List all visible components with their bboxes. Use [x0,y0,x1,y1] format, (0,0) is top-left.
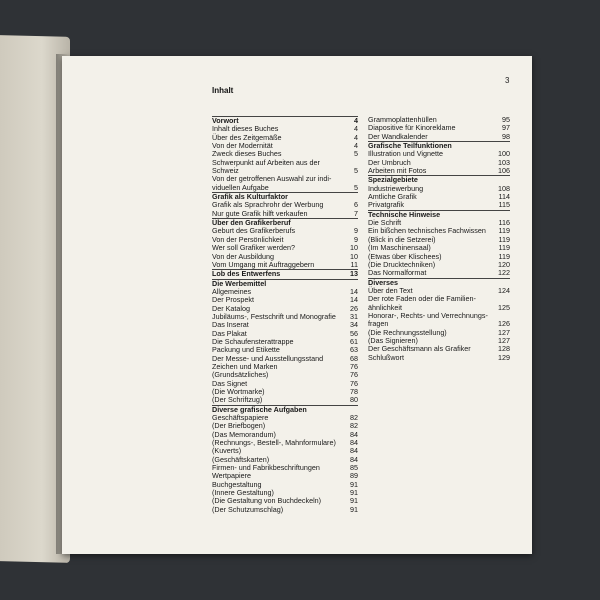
toc-entry-page: 91 [350,479,358,489]
toc-entry-title: Zweck dieses Buches [212,149,282,159]
toc-entry-page: 6 [354,200,358,210]
toc-entry-page: 125 [498,302,510,312]
toc-entry-page: 91 [350,488,358,498]
toc-entry-page: 76 [350,378,358,388]
toc-entry-title: Der Messe- und Ausstellungsstand [212,353,324,363]
toc-entry-page: 7 [354,208,358,218]
toc-entry-page: 98 [502,131,510,141]
toc-entry-page: 78 [350,387,358,396]
toc-entry-title: Inhalt dieses Buches [212,124,279,134]
toc-entry-page: 63 [350,345,358,355]
toc-entry-title: Die Werbemittel [212,278,267,288]
toc-entry-title: Schweiz [212,166,239,176]
toc-entry-page: 80 [350,395,358,405]
toc-entry-title: Wer soll Grafiker werden? [212,243,295,253]
toc-entry-title: Von der getroffenen Auswahl zur indi- [212,174,332,184]
toc-entry-title: Zeichen und Marken [212,361,278,371]
toc-entry-title: ähnlichkeit [368,302,402,312]
toc-entry-page: 11 [350,259,358,269]
toc-entry-title: Von der Modernität [212,141,273,151]
toc-entry-page: 115 [498,200,510,210]
toc-entry-title: Der rote Faden oder die Familien- [368,294,476,304]
toc-entry-page: 84 [350,429,358,439]
toc-entry [368,354,510,362]
toc-entry-page: 89 [350,471,358,481]
toc-entry-title: Industriewerbung [368,183,424,193]
toc-entry-title: Geburt des Grafikerberufs [212,226,296,236]
toc-entry [368,133,510,141]
toc-entry-page: 119 [498,251,510,261]
toc-entry-title: Das Plakat [212,328,247,338]
page-number: 3 [505,76,510,85]
toc-entry-page: 10 [350,251,358,261]
toc-entry-title: Vom Umgang mit Auftraggebern [212,259,315,269]
toc-entry-page: 127 [498,335,510,345]
toc-entry-page: 119 [498,234,510,244]
toc-entry-title: Diverses [368,277,398,287]
toc-entry-title: Das Inserat [212,320,249,330]
toc-entry-page: 124 [498,285,510,295]
toc-entry-title: (Die Drucktechniken) [368,259,436,269]
toc-entry-title: (Das Signieren) [368,335,418,345]
toc-entry-page: 82 [350,421,358,431]
toc-entry-page: 95 [502,115,510,124]
toc-entry-title: (Die Rechnungsstellung) [368,327,447,337]
toc-entry-title: Über des Zeitgemäße [212,132,282,142]
toc-entry-page: 84 [350,454,358,464]
toc-entry-page: 14 [350,286,358,296]
toc-entry-title: (Etwas über Klischees) [368,251,442,261]
toc-entry-page: 76 [350,361,358,371]
toc-entry-title: Buchgestaltung [212,479,262,489]
toc-entry-page: 5 [354,149,358,159]
toc-entry-page: 103 [498,157,510,167]
toc-entry-title: Über den Grafikerberuf [212,218,291,228]
toc-entry [368,167,510,175]
toc-entry-page: 84 [350,438,358,448]
toc-entry-title: Spezialgebiete [368,175,418,185]
toc-entry-page: 120 [498,259,510,269]
toc-entry-page: 114 [498,192,510,202]
toc-entry-title: Ein bißchen technisches Fachwissen [368,226,486,236]
toc-entry-title: (Die Gestaltung von Buchdeckeln) [212,496,322,506]
toc-entry-title: Diapositive für Kinoreklame [368,123,456,133]
toc-entry-title: (Kuverts) [212,446,242,456]
toc-entry-title: Der Umbruch [368,157,411,167]
toc-entry-title: (Der Schriftzug) [212,395,263,405]
toc-entry-page: 4 [354,132,358,142]
toc-entry [212,396,358,404]
toc-entry-title: Das Signet [212,378,248,388]
toc-entry-title: Der Geschäftsmann als Grafiker [368,344,471,354]
toc-entry-title: Packung und Etikette [212,345,280,355]
toc-entry-title: Über den Text [368,285,413,295]
toc-entry-page: 122 [498,268,510,278]
toc-entry-page: 5 [354,182,358,192]
toc-entry-page: 97 [502,123,510,133]
toc-entry-title: (Die Wortmarke) [212,387,265,396]
toc-section-heading [212,269,358,278]
toc-entry-page: 119 [498,226,510,236]
toc-entry-title: fragen [368,319,389,329]
toc-entry-title: Die Schrift [368,218,402,228]
toc-entry-page: 84 [350,446,358,456]
toc-entry-title: Die Schaufensterattrappe [212,336,294,346]
toc-entry-title: Schlußwort [368,352,404,362]
toc-entry [368,312,510,320]
toc-entry-title: (Der Briefbogen) [212,421,266,431]
toc-entry-title: Grafik als Sprachrohr der Werbung [212,200,324,210]
toc-entry-title: Der Katalog [212,303,250,313]
toc-entry-page: 9 [354,234,358,244]
toc-entry-page: 129 [498,352,510,362]
toc-entry-title: (Rechnungs-, Bestell-, Mahnformulare) [212,438,336,448]
toc-entry-title: Grammoplattenhüllen [368,115,437,124]
toc-entry-title: Firmen- und Fabrikbeschriftungen [212,463,320,473]
page-title: Inhalt [212,86,234,95]
toc-entry-page: 26 [350,303,358,313]
toc-entry-page: 128 [498,344,510,354]
toc-entry-title: (Das Memorandum) [212,429,276,439]
toc-entry-page: 76 [350,370,358,380]
toc-entry-title: Honorar-, Rechts- und Verrechnungs- [368,310,488,320]
toc-entry-title: Illustration und Vignette [368,149,443,159]
toc-entry-title: (Im Maschinensaal) [368,243,431,253]
toc-entry-title: (Grundsätzliches) [212,370,269,380]
toc-entry-page: 61 [350,336,358,346]
toc-entry-title: Geschäftspapiere [212,413,269,423]
toc-entry-page: 5 [354,166,358,176]
toc-entry-title: Von der Ausbildung [212,251,274,261]
toc-entry [212,506,358,514]
toc-entry-page: 31 [350,311,358,321]
toc-entry-page: 91 [350,504,358,514]
toc-entry-title: Amtliche Grafik [368,192,417,202]
toc-entry-title: Allgemeines [212,286,252,296]
toc-entry-page: 14 [350,295,358,305]
toc-entry [212,184,358,192]
toc-entry-page: 68 [350,353,358,363]
toc-entry-page: 13 [350,269,358,279]
toc-entry-title: Der Wandkalender [368,131,428,141]
toc-entry-title: Der Prospekt [212,295,254,305]
toc-entry-title: Jubiläums-, Festschrift und Monografie [212,311,336,321]
toc-entry-title: Nur gute Grafik hilft verkaufen [212,208,308,218]
toc-entry-title: Privatgrafik [368,200,404,210]
toc-entry-title: (Blick in die Setzerei) [368,234,436,244]
toc-entry-title: Das Normalformat [368,268,427,278]
toc-entry-title: (Geschäftskarten) [212,454,270,464]
toc-entry-title: Schwerpunkt auf Arbeiten aus der [212,157,320,167]
toc-entry-page: 56 [350,328,358,338]
toc-entry-title: Lob des Entwerfens [212,269,281,279]
toc-entry-page: 82 [350,413,358,423]
toc-entry [212,210,358,218]
toc-entry-title: (Innere Gestaltung) [212,488,274,498]
toc-entry-page: 4 [354,116,358,125]
toc-entry-title: Von der Persönlichkeit [212,234,284,244]
toc-entry-page: 100 [498,149,510,159]
toc-entry-page: 116 [498,218,510,228]
toc-entry-page: 106 [498,166,510,176]
toc-entry-title: Vorwort [212,116,239,125]
toc-entry [368,269,510,277]
toc-entry-page: 127 [498,327,510,337]
toc-right-column [368,116,510,362]
toc-entry-page: 91 [350,496,358,506]
toc-entry-page: 108 [498,183,510,193]
toc-entry-page: 10 [350,243,358,253]
toc-entry-page: 126 [498,319,510,329]
toc-entry-title: Wertpapiere [212,471,252,481]
toc-entry [368,201,510,209]
toc-entry-title: viduellen Aufgabe [212,182,269,192]
toc-entry-page: 4 [354,141,358,151]
toc-entry-page: 34 [350,320,358,330]
toc-entry-title: Diverse grafische Aufgaben [212,404,307,414]
toc-entry-page: 119 [498,243,510,253]
toc-entry-page: 85 [350,463,358,473]
toc-entry-title: Grafik als Kulturfaktor [212,192,288,202]
toc-left-column [212,116,358,514]
toc-entry-page: 9 [354,226,358,236]
toc-entry-page: 4 [354,124,358,134]
toc-entry-title: Technische Hinweise [368,209,441,219]
book-page [62,56,532,554]
toc-entry-title: (Der Schutzumschlag) [212,504,284,514]
toc-entry [212,261,358,269]
toc-entry-title: Grafische Teilfunktionen [368,141,452,151]
toc-entry-title: Arbeiten mit Fotos [368,166,427,176]
